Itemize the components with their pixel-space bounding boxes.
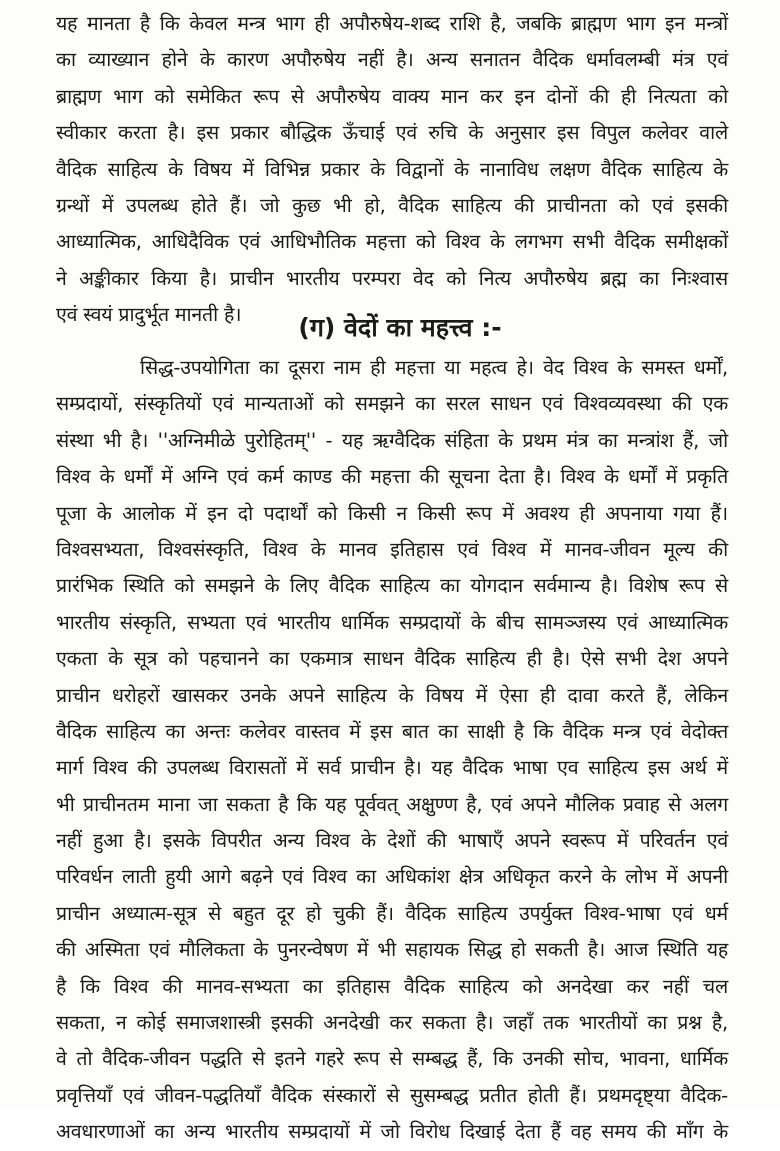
text-line: प्रारंभिक स्थिति को समझने के लिए वैदिक साहित्य का योगदान सर्वमान्य है। विशेष रूप से (56, 574, 728, 598)
text-line: सकता, न कोई समाजशास्त्री इसकी अनदेखी कर सकता है। जहाँ तक भारतीयों का प्रश्न है, (56, 1011, 728, 1035)
text-line: एवं स्वयं प्रादुर्भूत मानती है। (56, 303, 242, 327)
text-line: वैदिक साहित्य का अन्तः कलेवर वास्तव में इस बात का साक्षी है कि वैदिक मन्त्र एवं वेदोक्त (56, 719, 728, 743)
text-line: आध्यात्मिक, आधिदैविक एवं आधिभौतिक महत्ता को विश्व के लगभग सभी वैदिक समीक्षकों (56, 230, 728, 254)
text-line: विश्वसभ्यता, विश्वसंस्कृति, विश्व के मानव इतिहास एवं विश्व में मानव-जीवन मूल्य की (56, 537, 728, 561)
text-line: अवधारणाओं का अन्य भारतीय सम्प्रदायों में जो विरोध दिखाई देता हैं वह समय की माँग के (56, 1120, 728, 1144)
text-line: सिद्ध-उपयोगिता का दूसरा नाम ही महत्ता या महत्व हे। वेद विश्व के समस्त धर्मों, (140, 356, 728, 379)
text-line: प्रवृत्तियाँ एवं जीवन-पद्धतियाँ वैदिक संस्कारों से सुसम्बद्ध प्रतीत होती हैं। प्रथमदृष्ट्या वैदिक- (56, 1083, 728, 1107)
text-line: यह मानता है कि केवल मन्त्र भाग ही अपौरुषेय-शब्द राशि है, जबकि ब्राह्मण भाग इन मन्त्रों (56, 12, 728, 35)
text-line: संस्था भी है। ''अग्निमीळे पुरोहितम्'' - यह ऋग्वैदिक संहिता के प्रथम मंत्र का मन्त्रांश हैं, जो (56, 428, 728, 452)
section-heading: (ग) वेदों का महत्त्व :- (298, 313, 502, 342)
text-line: मार्ग विश्व की उपलब्ध विरासतों में सर्व प्राचीन है। यह वैदिक भाषा एव साहित्य इस अर्थ में (56, 756, 728, 780)
text-line: भी प्राचीनतम माना जा सकता है कि यह पूर्ववत् अक्षुण्ण है, एवं अपने मौलिक प्रवाह से अलग (56, 792, 728, 816)
text-line: एकता के सूत्र को पहचानने का एकमात्र साधन वैदिक साहित्य ही है। ऐसे सभी देश अपने (56, 647, 728, 671)
paragraph-continued (56, 6, 728, 334)
text-line: पूजा के आलोक में इन दो पदार्थों को किसी न किसी रूप में अवश्य ही अपनाया गया हैं। (56, 501, 728, 525)
text-line: परिवर्धन लाती हुयी आगे बढ़ने एवं विश्व का अधिकांश क्षेत्र अधिकृत करने के लोभ में अपनी (56, 865, 728, 889)
text-line: है कि विश्व की मानव-सभ्यता का इतिहास वैदिक साहित्य को अनदेखा कर नहीं चल (56, 974, 728, 998)
text-line: वे तो वैदिक-जीवन पद्धति से इतने गहरे रूप से सम्बद्ध हैं, कि उनकी सोच, भावना, धार्मिक (56, 1047, 728, 1071)
text-line: का व्याख्यान होने के कारण अपौरुषेय नहीं है। अन्य सनातन वैदिक धर्मावलम्बी मंत्र एवं (56, 48, 728, 72)
text-line: सम्प्रदायों, संस्कृतियों एवं मान्यताओं को समझने का सरल साधन एवं विश्वव्यवस्था की एक (56, 392, 728, 416)
paragraph-importance-of-vedas (56, 350, 728, 1151)
text-line: नहीं हुआ है। इसके विपरीत अन्य विश्व के देशों की भाषाएँ अपने स्वरूप में परिवर्तन एवं (56, 829, 728, 853)
text-line: प्राचीन अध्यात्म-सूत्र से बहुत दूर हो चुकी हैं। वैदिक साहित्य उपर्युक्त विश्व-भाषा एवं धर्म (56, 901, 728, 925)
text-line: ग्रन्थों में उपलब्ध होते हैं। जो कुछ भी हो, वैदिक साहित्य की प्राचीनता को एवं इसकी (56, 193, 728, 217)
text-line: की अस्मिता एवं मौलिकता के पुनरन्वेषण में भी सहायक सिद्ध हो सकती है। आज स्थिति यह (56, 938, 728, 962)
text-line: स्वीकार करता है। इस प्रकार बौद्धिक ऊँचाई एवं रुचि के अनुसार इस विपुल कलेवर वाले (56, 121, 728, 145)
text-line: ने अङ्कीकार किया है। प्राचीन भारतीय परम्परा वेद को नित्य अपौरुषेय ब्रह्म का निःश्वास (56, 266, 728, 290)
text-line: विश्व के धर्मों में अग्नि एवं कर्म काण्ड की महत्ता की सूचना देता है। विश्व के धर्मों में प्रकृति (56, 465, 728, 489)
text-line: प्राचीन धरोहरों खासकर उनके अपने साहित्य के विषय में ऐसा ही दावा करते हैं, लेकिन (56, 683, 728, 707)
text-line: वैदिक साहित्य के विषय में विभिन्न प्रकार के विद्वानों के नानाविध लक्षण वैदिक साहित्य के (56, 157, 728, 181)
text-line: ब्राह्मण भाग को समेकित रूप से अपौरुषेय वाक्य मान कर इन दोनों की ही नित्यता को (56, 84, 728, 108)
text-line: भारतीय संस्कृति, सभ्यता एवं भारतीय धार्मिक सम्प्रदायों के बीच सामञ्जस्य एवं आध्यात्मिक (56, 610, 728, 634)
